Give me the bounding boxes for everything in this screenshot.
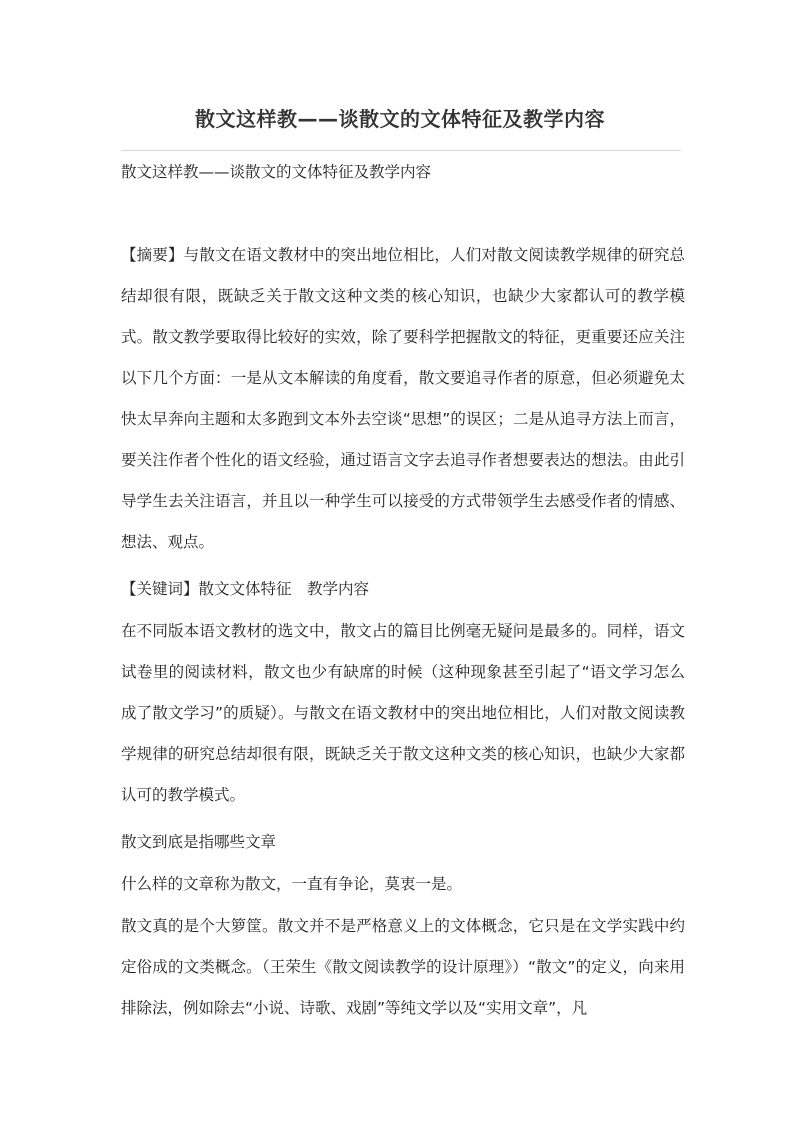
document-subtitle: 散文这样教——谈散文的文体特征及教学内容: [121, 163, 432, 181]
body-paragraph-2: 什么样的文章称为散文，一直有争论，莫衷一是。: [121, 875, 463, 893]
title-divider: [121, 150, 681, 151]
document-title: 散文这样教——谈散文的文体特征及教学内容: [195, 107, 605, 131]
keywords-line: 【关键词】散文文体特征 教学内容: [121, 580, 370, 598]
abstract-paragraph: 【摘要】与散文在语文教材中的突出地位相比，人们对散文阅读教学规律的研究总结却很有限，既缺乏关于散文这种文类的核心知识，也缺少大家都认可的教学模式。散文教学要取得比较好的实效，除了要科学把握散文的特征，更重要还应关注以下几个方面：一是从文本解读的角度看，散文要追寻作者的原意，但必须避免太快太早奔向主题和太多跑到文本外去空谈“思想”的误区；二是从追寻方法上而言，要关注作者个性化的语文经验，通过语言文字去追寻作者想要表达的想法。由此引导学生去关注语言，并且以一种学生可以接受的方式带领学生去感受作者的情感、想法、观点。: [121, 246, 685, 551]
body-paragraph-1: 在不同版本语文教材的选文中，散文占的篇目比例毫无疑问是最多的。同样，语文试卷里的阅读材料，散文也少有缺席的时候（这种现象甚至引起了“语文学习怎么成了散文学习”的质疑）。与散文在语文教材中的突出地位相比，人们对散文阅读教学规律的研究总结却很有限，既缺乏关于散文这种文类的核心知识，也缺少大家都认可的教学模式。: [121, 622, 685, 804]
body-paragraph-3: 散文真的是个大箩筐。散文并不是严格意义上的文体概念，它只是在文学实践中约定俗成的文类概念。（王荣生《散文阅读教学的设计原理》）“散文”的定义，向来用排除法，例如除去“小说、诗歌、戏剧”等纯文学以及“实用文章”，凡: [121, 917, 685, 1017]
section-heading: 散文到底是指哪些文章: [121, 833, 277, 851]
